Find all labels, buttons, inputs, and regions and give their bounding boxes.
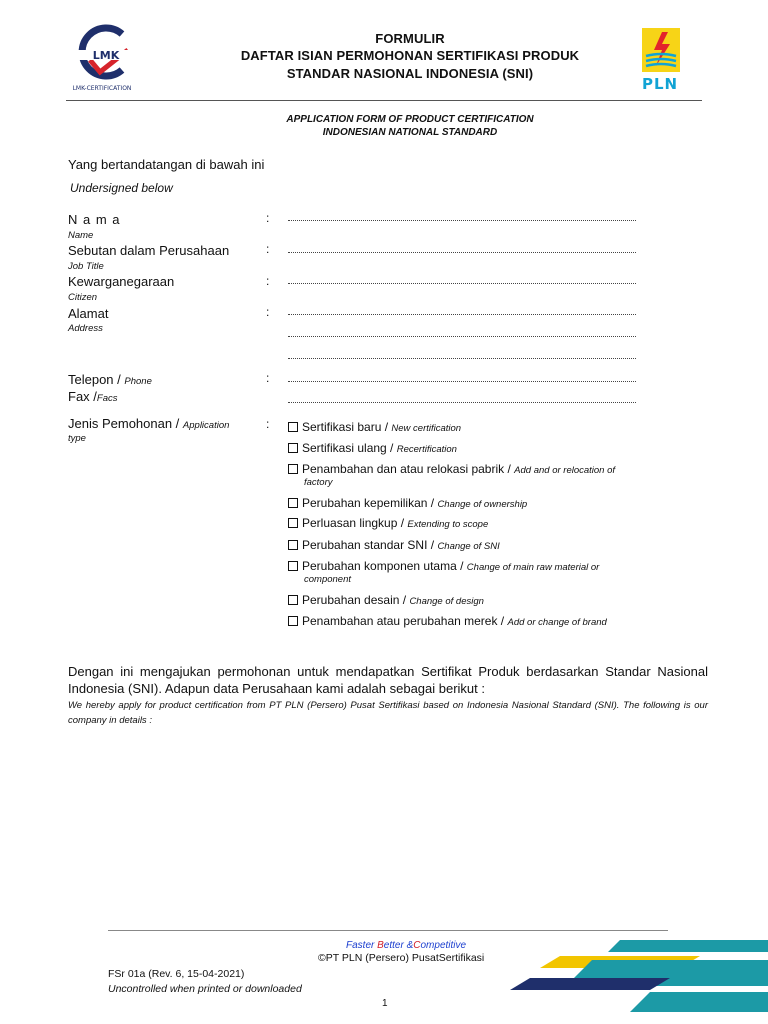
form-title-standard: STANDAR NASIONAL INDONESIA (SNI) xyxy=(286,66,534,81)
phone-label xyxy=(68,372,152,387)
option-change-sni[interactable] xyxy=(288,538,500,552)
job-title-field[interactable] xyxy=(288,252,636,253)
option-new-certification[interactable] xyxy=(288,420,461,434)
footer-stripes-decoration xyxy=(500,938,768,1012)
option-label: Sertifikasi ulang / xyxy=(302,441,394,455)
name-colon: : xyxy=(266,211,270,225)
tagline-ompetitive: ompetitive xyxy=(420,940,467,951)
application-type-label-en-2: type xyxy=(68,433,86,444)
tagline-faster: Faster xyxy=(346,940,378,951)
citizenship-label: Kewarganegaraan xyxy=(68,274,175,289)
form-title-formulir: FORMULIR xyxy=(375,31,445,46)
fax-label xyxy=(68,389,118,404)
footer-copyright: ©PT PLN (Persero) PusatSertifikasi xyxy=(318,952,485,964)
header-divider xyxy=(66,100,702,101)
page-number: 1 xyxy=(382,998,388,1009)
option-label: Penambahan atau perubahan merek / xyxy=(302,614,505,628)
footer-tagline xyxy=(346,940,466,951)
intro-text: Yang bertandatangan di bawah ini xyxy=(68,157,265,172)
footer-divider xyxy=(108,930,668,931)
name-field[interactable] xyxy=(288,220,636,221)
declaration-text: Dengan ini mengajukan permohonan untuk mendapatkan Sertifikat Produk berdasarkan Standar Nasional Indonesia (SNI). Adapun data Perusahaan kami adalah sebagai berikut : xyxy=(68,664,708,696)
option-label-en: Extending to scope xyxy=(407,519,489,530)
option-label-en: Recertification xyxy=(396,444,457,455)
form-subtitle-2: INDONESIAN NATIONAL STANDARD xyxy=(322,127,498,138)
tagline-b: B xyxy=(377,940,384,951)
phone-label-en: Phone xyxy=(124,376,152,387)
option-label: Penambahan dan atau relokasi pabrik / xyxy=(302,462,511,476)
address-label: Alamat xyxy=(68,306,109,321)
fax-label-id: Fax / xyxy=(68,389,97,404)
footer-uncontrolled-note: Uncontrolled when printed or downloaded xyxy=(108,983,302,995)
job-title-label-en: Job Title xyxy=(68,261,104,272)
option-label-en: Add and or relocation of xyxy=(514,465,616,476)
checkbox-change-sni[interactable] xyxy=(288,540,298,550)
job-title-label: Sebutan dalam Perusahaan xyxy=(68,243,230,258)
option-label-en: Change of main raw material or xyxy=(466,562,600,573)
checkbox-change-ownership[interactable] xyxy=(288,498,298,508)
option-change-brand[interactable] xyxy=(288,614,607,628)
option-label-en: Change of SNI xyxy=(437,541,500,552)
application-type-label-en: Application xyxy=(182,420,230,431)
tagline-c: C xyxy=(413,940,421,951)
fax-label-en: Facs xyxy=(96,393,118,404)
address-field-line-1[interactable] xyxy=(288,314,636,315)
option-change-design[interactable] xyxy=(288,593,484,607)
lmk-logo-caption: LMK-CERTIFICATION xyxy=(72,85,132,92)
form-title-main: DAFTAR ISIAN PERMOHONAN SERTIFIKASI PRODUK xyxy=(240,48,580,63)
option-change-ownership[interactable] xyxy=(288,496,527,510)
citizenship-field[interactable] xyxy=(288,283,636,284)
option-label-en-wrap: component xyxy=(304,574,352,585)
option-label: Perubahan kepemilikan / xyxy=(302,496,435,510)
lmk-logo-text: LMK xyxy=(92,49,120,62)
address-label-en: Address xyxy=(68,323,103,334)
checkbox-extend-scope[interactable] xyxy=(288,518,298,528)
tagline-etter: etter & xyxy=(383,940,414,951)
phone-label-id: Telepon / xyxy=(68,372,121,387)
option-label: Sertifikasi baru / xyxy=(302,420,389,434)
intro-text-en: Undersigned below xyxy=(70,181,173,195)
footer-form-code: FSr 01a (Rev. 6, 15-04-2021) xyxy=(108,968,245,980)
declaration-text-en: We hereby apply for product certification from PT PLN (Persero) Pusat Sertifikasi based on Indonesia Nasional Standard (SNI). The following is our company in details : xyxy=(68,700,708,726)
option-label-en: Add or change of brand xyxy=(507,617,607,628)
option-label-en: Change of design xyxy=(409,596,484,607)
checkbox-factory-relocation[interactable] xyxy=(288,464,298,474)
option-label-en-wrap: factory xyxy=(304,477,333,488)
option-label-en: Change of ownership xyxy=(437,499,528,510)
citizenship-label-en: Citizen xyxy=(68,292,98,303)
name-label-en: Name xyxy=(68,230,94,241)
name-label: N a m a xyxy=(68,212,121,227)
application-type-label xyxy=(68,416,258,431)
option-recertification[interactable] xyxy=(288,441,457,455)
citizenship-colon: : xyxy=(266,274,270,288)
application-type-label-id: Jenis Pemohonan / xyxy=(68,416,180,431)
form-subtitle-1: APPLICATION FORM OF PRODUCT CERTIFICATION xyxy=(286,114,534,125)
option-label: Perluasan lingkup / xyxy=(302,516,405,530)
checkbox-change-component[interactable] xyxy=(288,561,298,571)
address-field-line-3[interactable] xyxy=(288,358,636,359)
phone-colon: : xyxy=(266,371,270,385)
option-factory-relocation[interactable] xyxy=(288,462,615,476)
option-extend-scope[interactable] xyxy=(288,516,488,530)
option-label-en: New certification xyxy=(391,423,462,434)
option-change-component[interactable] xyxy=(288,559,599,573)
address-colon: : xyxy=(266,305,270,319)
checkbox-change-brand[interactable] xyxy=(288,616,298,626)
checkbox-change-design[interactable] xyxy=(288,595,298,605)
option-label: Perubahan desain / xyxy=(302,593,407,607)
checkbox-new-certification[interactable] xyxy=(288,422,298,432)
application-type-colon: : xyxy=(266,417,270,431)
job-title-colon: : xyxy=(266,242,270,256)
fax-field[interactable] xyxy=(288,402,636,403)
pln-logo-text: PLN xyxy=(642,75,679,92)
address-field-line-2[interactable] xyxy=(288,336,636,337)
option-label: Perubahan komponen utama / xyxy=(302,559,464,573)
lmk-certification-logo xyxy=(62,20,144,94)
checkbox-recertification[interactable] xyxy=(288,443,298,453)
phone-field[interactable] xyxy=(288,381,636,382)
option-label: Perubahan standar SNI / xyxy=(302,538,435,552)
